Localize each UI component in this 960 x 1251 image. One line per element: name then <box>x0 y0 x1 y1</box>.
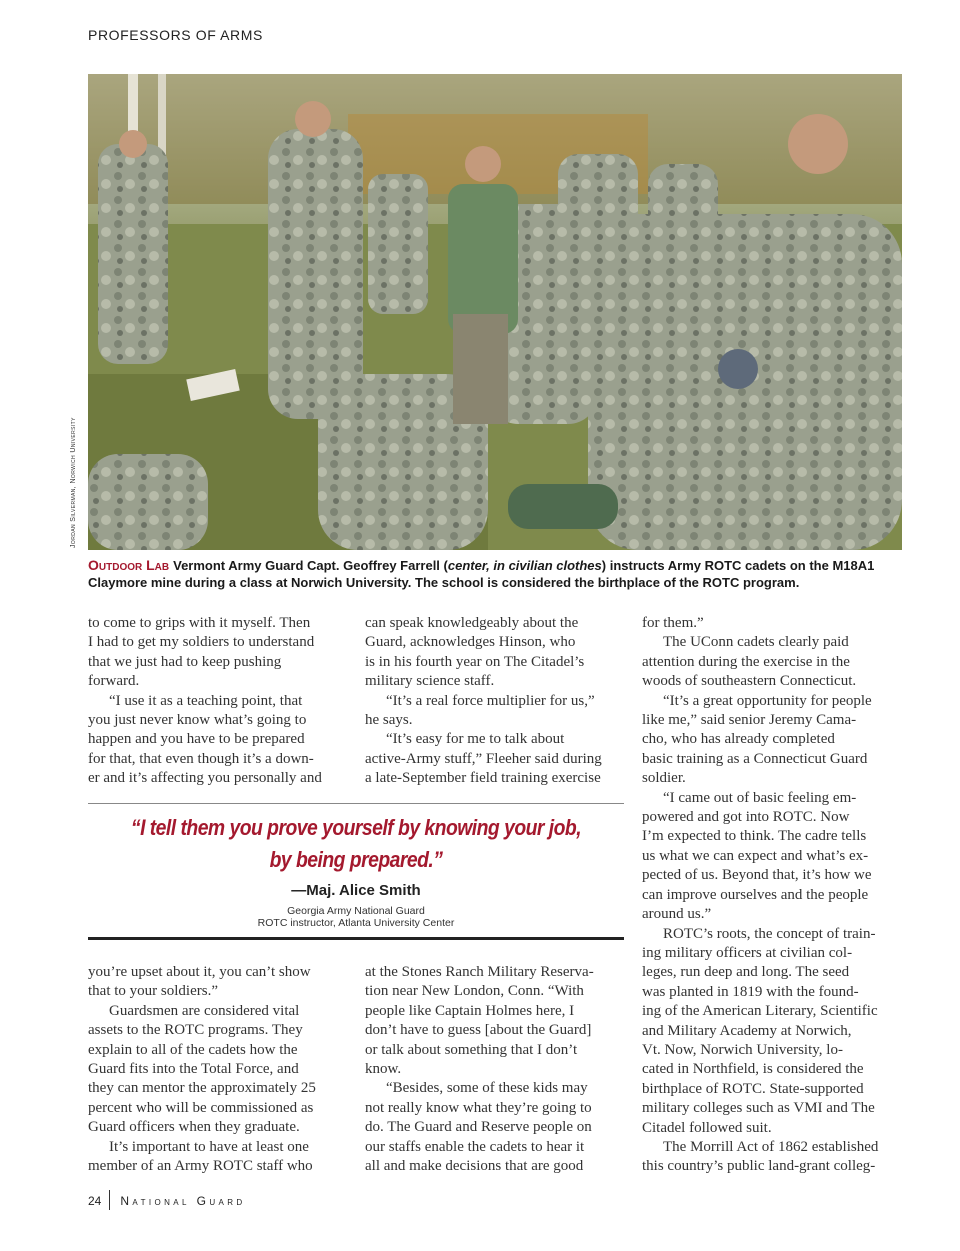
text-line: member of an Army ROTC staff who <box>88 1158 313 1175</box>
text-line: military colleges such as VMI and The <box>642 1100 875 1117</box>
text-line: active-Army stuff,” Fleeher said during <box>365 750 602 767</box>
pullquote-top-rule <box>88 803 624 804</box>
text-line: all and make decisions that are good <box>365 1158 584 1175</box>
text-line: around us.” <box>642 906 712 923</box>
text-line: birthplace of ROTC. State-supported <box>642 1080 864 1097</box>
text-line: that we just had to keep pushing <box>88 653 282 670</box>
text-line: “I use it as a teaching point, that <box>109 692 303 709</box>
text-line: not really know what they’re going to <box>365 1099 592 1116</box>
text-line: Guard fits into the Total Force, and <box>88 1061 299 1078</box>
feature-photo <box>88 74 902 550</box>
text-line: was planted in 1819 with the found- <box>642 983 859 1000</box>
text-line: “I came out of basic feeling em- <box>663 789 857 806</box>
footer-divider <box>109 1190 110 1210</box>
text-line: pected of us. Beyond that, it’s how we <box>642 867 872 884</box>
text-line: ROTC’s roots, the concept of train- <box>663 925 876 942</box>
text-line: us what we can expect and what’s ex- <box>642 847 869 864</box>
text-line: Guardsmen are considered vital <box>109 1002 300 1019</box>
text-line: can improve ourselves and the people <box>642 886 869 903</box>
text-line: powered and got into ROTC. Now <box>642 809 850 826</box>
text-line: for that, that even though it’s a down- <box>88 750 314 767</box>
text-line: Citadel followed suit. <box>642 1119 772 1136</box>
text-line: tion near New London, Conn. “With <box>365 983 584 1000</box>
text-line: do. The Guard and Reserve people on <box>365 1119 592 1136</box>
text-line: I had to get my soldiers to understand <box>88 634 315 651</box>
text-line: at the Stones Ranch Military Reserva- <box>365 964 594 980</box>
text-line: happen and you have to be prepared <box>88 731 305 748</box>
text-line: ing military officers at civilian col- <box>642 944 853 961</box>
text-line: cated in Northfield, is considered the <box>642 1061 864 1078</box>
pullquote-bottom-rule <box>88 937 624 940</box>
text-line: Guard officers when they graduate. <box>88 1119 300 1136</box>
column-2-bottom <box>365 963 627 1176</box>
text-line: cho, who has already completed <box>642 731 835 748</box>
column-1-bottom <box>88 963 350 1176</box>
pullquote <box>88 812 624 929</box>
text-line: this country’s public land-grant colleg- <box>642 1158 876 1175</box>
text-line: I’m expected to think. The cadre tells <box>642 828 867 845</box>
pullquote-role-line: ROTC instructor, Atlanta University Center <box>257 917 455 929</box>
text-line: and Military Academy at Norwich, <box>642 1022 852 1039</box>
section-header: PROFESSORS OF ARMS <box>88 27 263 43</box>
text-line: “It’s easy for me to talk about <box>386 731 565 748</box>
text-line: they can mentor the approximately 25 <box>88 1080 316 1097</box>
text-line: our staffs enable the cadets to hear it <box>365 1138 585 1155</box>
column-3 <box>642 614 904 1177</box>
pullquote-role <box>88 905 624 929</box>
pullquote-role-line: Georgia Army National Guard <box>287 905 425 917</box>
column-2-top <box>365 614 627 789</box>
text-line: Vt. Now, Norwich University, lo- <box>642 1041 843 1058</box>
text-line: ing of the American Literary, Scientific <box>642 1003 878 1020</box>
text-line: explain to all of the cadets how the <box>88 1041 298 1058</box>
text-line: that to your soldiers.” <box>88 983 218 1000</box>
text-line: is in his fourth year on The Citadel’s <box>365 653 585 670</box>
pullquote-line: “I tell them you prove yourself by knowing your job, <box>130 815 582 840</box>
text-line: don’t have to guess [about the Guard] <box>365 1022 592 1039</box>
pullquote-line: by being prepared.” <box>269 847 443 872</box>
caption-text-a: Vermont Army Guard Capt. Geoffrey Farrell ( <box>173 558 448 573</box>
text-line: a late-September field training exercise <box>365 770 601 787</box>
text-line: woods of southeastern Connecticut. <box>642 673 857 690</box>
page-footer <box>88 1192 246 1212</box>
text-line: percent who will be commissioned as <box>88 1099 314 1116</box>
text-line: The UConn cadets clearly paid <box>663 634 849 651</box>
text-line: he says. <box>365 712 413 729</box>
magazine-name: National Guard <box>120 1194 246 1209</box>
text-line: you’re upset about it, you can’t show <box>88 964 311 980</box>
text-line: “It’s a great opportunity for people <box>663 692 872 709</box>
text-line: er and it’s affecting you personally and <box>88 770 322 787</box>
text-line: for them.” <box>642 615 704 631</box>
text-line: people like Captain Holmes here, I <box>365 1002 575 1019</box>
column-1-top <box>88 614 350 789</box>
text-line: Guard, acknowledges Hinson, who <box>365 634 576 651</box>
text-line: It’s important to have at least one <box>109 1138 309 1155</box>
text-line: to come to grips with it myself. Then <box>88 615 311 631</box>
caption-text-italic: center, in civilian clothes <box>447 558 602 573</box>
caption-text-b: ) instructs Army ROTC cadets on the M18A1 Claymore mine during a class at Norwich University. The school is considered the birthplace of the ROTC program. <box>88 558 875 590</box>
text-line: “Besides, some of these kids may <box>386 1080 588 1097</box>
text-line: know. <box>365 1061 402 1078</box>
text-line: The Morrill Act of 1862 established <box>663 1138 879 1155</box>
text-line: “It’s a real force multiplier for us,” <box>386 692 595 709</box>
photo-credit: Jordan Silverman, Norwich University <box>70 417 77 548</box>
text-line: basic training as a Connecticut Guard <box>642 750 868 767</box>
text-line: can speak knowledgeably about the <box>365 615 579 631</box>
text-line: attention during the exercise in the <box>642 653 850 670</box>
text-line: you just never know what’s going to <box>88 712 307 729</box>
text-line: military science staff. <box>365 673 495 690</box>
photo-caption <box>88 557 904 591</box>
page-number: 24 <box>88 1194 102 1209</box>
text-line: like me,” said senior Jeremy Cama- <box>642 712 857 729</box>
text-line: or talk about something that I don’t <box>365 1041 578 1058</box>
pullquote-attribution: —Maj. Alice Smith <box>291 882 421 899</box>
text-line: leges, run deep and long. The seed <box>642 964 850 981</box>
text-line: soldier. <box>642 770 686 787</box>
text-line: assets to the ROTC programs. They <box>88 1022 303 1039</box>
pullquote-text <box>120 812 592 876</box>
photo-illustration <box>88 74 902 550</box>
text-line: forward. <box>88 673 140 690</box>
caption-kicker: Outdoor Lab <box>88 557 170 573</box>
